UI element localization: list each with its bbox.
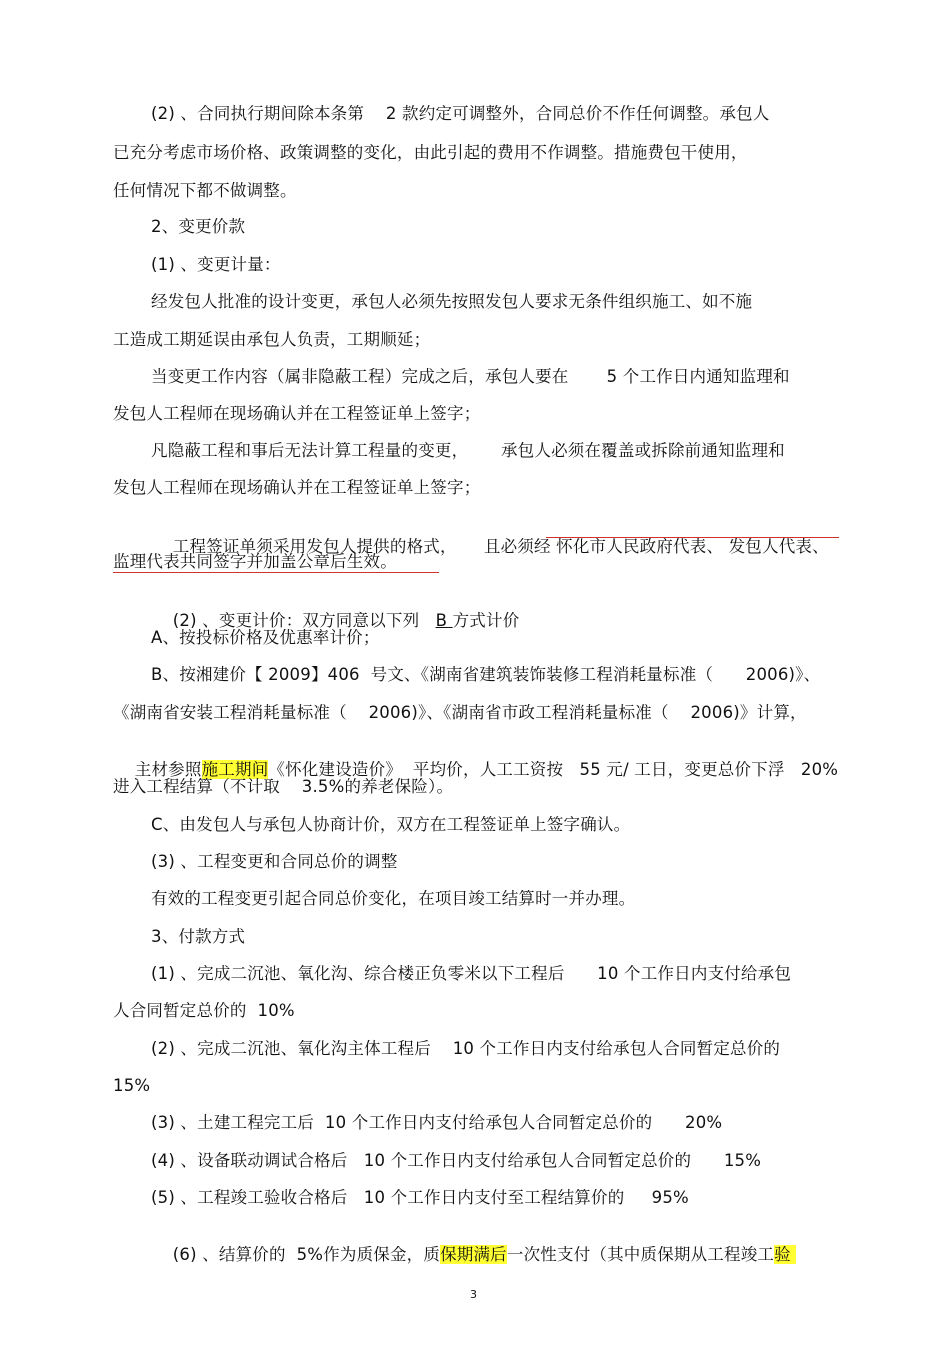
annotated-text: 怀化市人民政府代表、 发包人代表、 <box>556 537 829 556</box>
section-heading: 3、付款方式 <box>151 927 246 946</box>
text-segment: 一次性支付（其中质保期从工程竣工 <box>506 1245 775 1264</box>
text-line: 经发包人批准的设计变更，承包人必须先按照发包人要求无条件组织施工、如不施 <box>151 292 753 311</box>
text-line: (3) 、土建工程完工后 10 个工作日内支付给承包人合同暂定总价的 20% <box>151 1113 723 1132</box>
text-line: 当变更工作内容（属非隐蔽工程）完成之后，承包人要在 5 个工作日内通知监理和 <box>151 367 790 386</box>
text-segment: (2) 、变更计价：双方同意以下列 <box>172 611 436 630</box>
text-line: (2) 、合同执行期间除本条第 2 款约定可调整外，合同总价不作任何调整。承包人 <box>151 104 770 123</box>
text-line: B、按湘建价【 2009】406 号文、《湖南省建筑装饰装修工程消耗量标准（ 2006)》、 <box>151 665 821 684</box>
text-line: (1) 、完成二沉池、氧化沟、综合楼正负零米以下工程后 10 个工作日内支付给承包 <box>151 964 792 983</box>
text-line: A、按投标价格及优惠率计价； <box>151 628 380 647</box>
text-line: C、由发包人与承包人协商计价，双方在工程签证单上签字确认。 <box>151 815 631 834</box>
text-line: 发包人工程师在现场确认并在工程签证单上签字； <box>113 404 481 423</box>
text-line: 有效的工程变更引起合同总价变化，在项目竣工结算时一并办理。 <box>151 889 636 908</box>
highlighted-text: 保期满后 <box>440 1245 507 1264</box>
text-line: (2) 、完成二沉池、氧化沟主体工程后 10 个工作日内支付给承包人合同暂定总价的 <box>151 1039 781 1058</box>
subsection-heading: (3) 、工程变更和合同总价的调整 <box>151 852 398 871</box>
text-line: 任何情况下都不做调整。 <box>113 181 297 200</box>
text-line: (5) 、工程竣工验收合格后 10 个工作日内支付至工程结算价的 95% <box>151 1188 689 1207</box>
text-line: 已充分考虑市场价格、政策调整的变化，由此引起的费用不作调整。措施费包干使用， <box>113 143 748 162</box>
text-segment: (6) 、结算价的 5%作为质保金，质 <box>172 1245 441 1264</box>
section-heading: 2、变更价款 <box>151 217 246 236</box>
text-line: (4) 、设备联动调试合格后 10 个工作日内支付给承包人合同暂定总价的 15% <box>151 1151 762 1170</box>
text-line: 凡隐蔽工程和事后无法计算工程量的变更， 承包人必须在覆盖或拆除前通知监理和 <box>151 441 785 460</box>
annotated-text: 监理代表共同签字并加盖公章后生效。 <box>113 552 397 571</box>
text-line: 进入工程结算（不计取 3.5%的养老保险）。 <box>113 777 454 796</box>
red-underline <box>113 572 439 573</box>
highlighted-text: 施工期间 <box>201 760 269 779</box>
text-segment: 工程签证单须采用发包人提供的格式， 且必须经 <box>172 537 557 556</box>
text-segment: 方式计价 <box>452 611 520 630</box>
text-line: 工造成工期延误由承包人负责，工期顺延； <box>113 330 431 349</box>
subsection-heading: (1) 、变更计量： <box>151 255 281 274</box>
option-field: B <box>435 611 453 630</box>
text-line: 15% <box>113 1076 151 1095</box>
highlighted-text: 验 <box>774 1245 797 1264</box>
text-line: 发包人工程师在现场确认并在工程签证单上签字； <box>113 478 481 497</box>
text-line <box>151 1225 796 1285</box>
text-line: 《湖南省安装工程消耗量标准（ 2006)》、《湖南省市政工程消耗量标准（ 2006)》计算， <box>113 703 807 722</box>
text-line: 人合同暂定总价的 10% <box>113 1001 295 1020</box>
text-segment: 《怀化建设造价》 平均价，人工工资按 55 元/ 工日，变更总价下浮 20% <box>268 760 839 779</box>
page-number: 3 <box>470 1288 477 1301</box>
red-underline <box>546 537 839 538</box>
text-segment: 主材参照 <box>134 760 202 779</box>
